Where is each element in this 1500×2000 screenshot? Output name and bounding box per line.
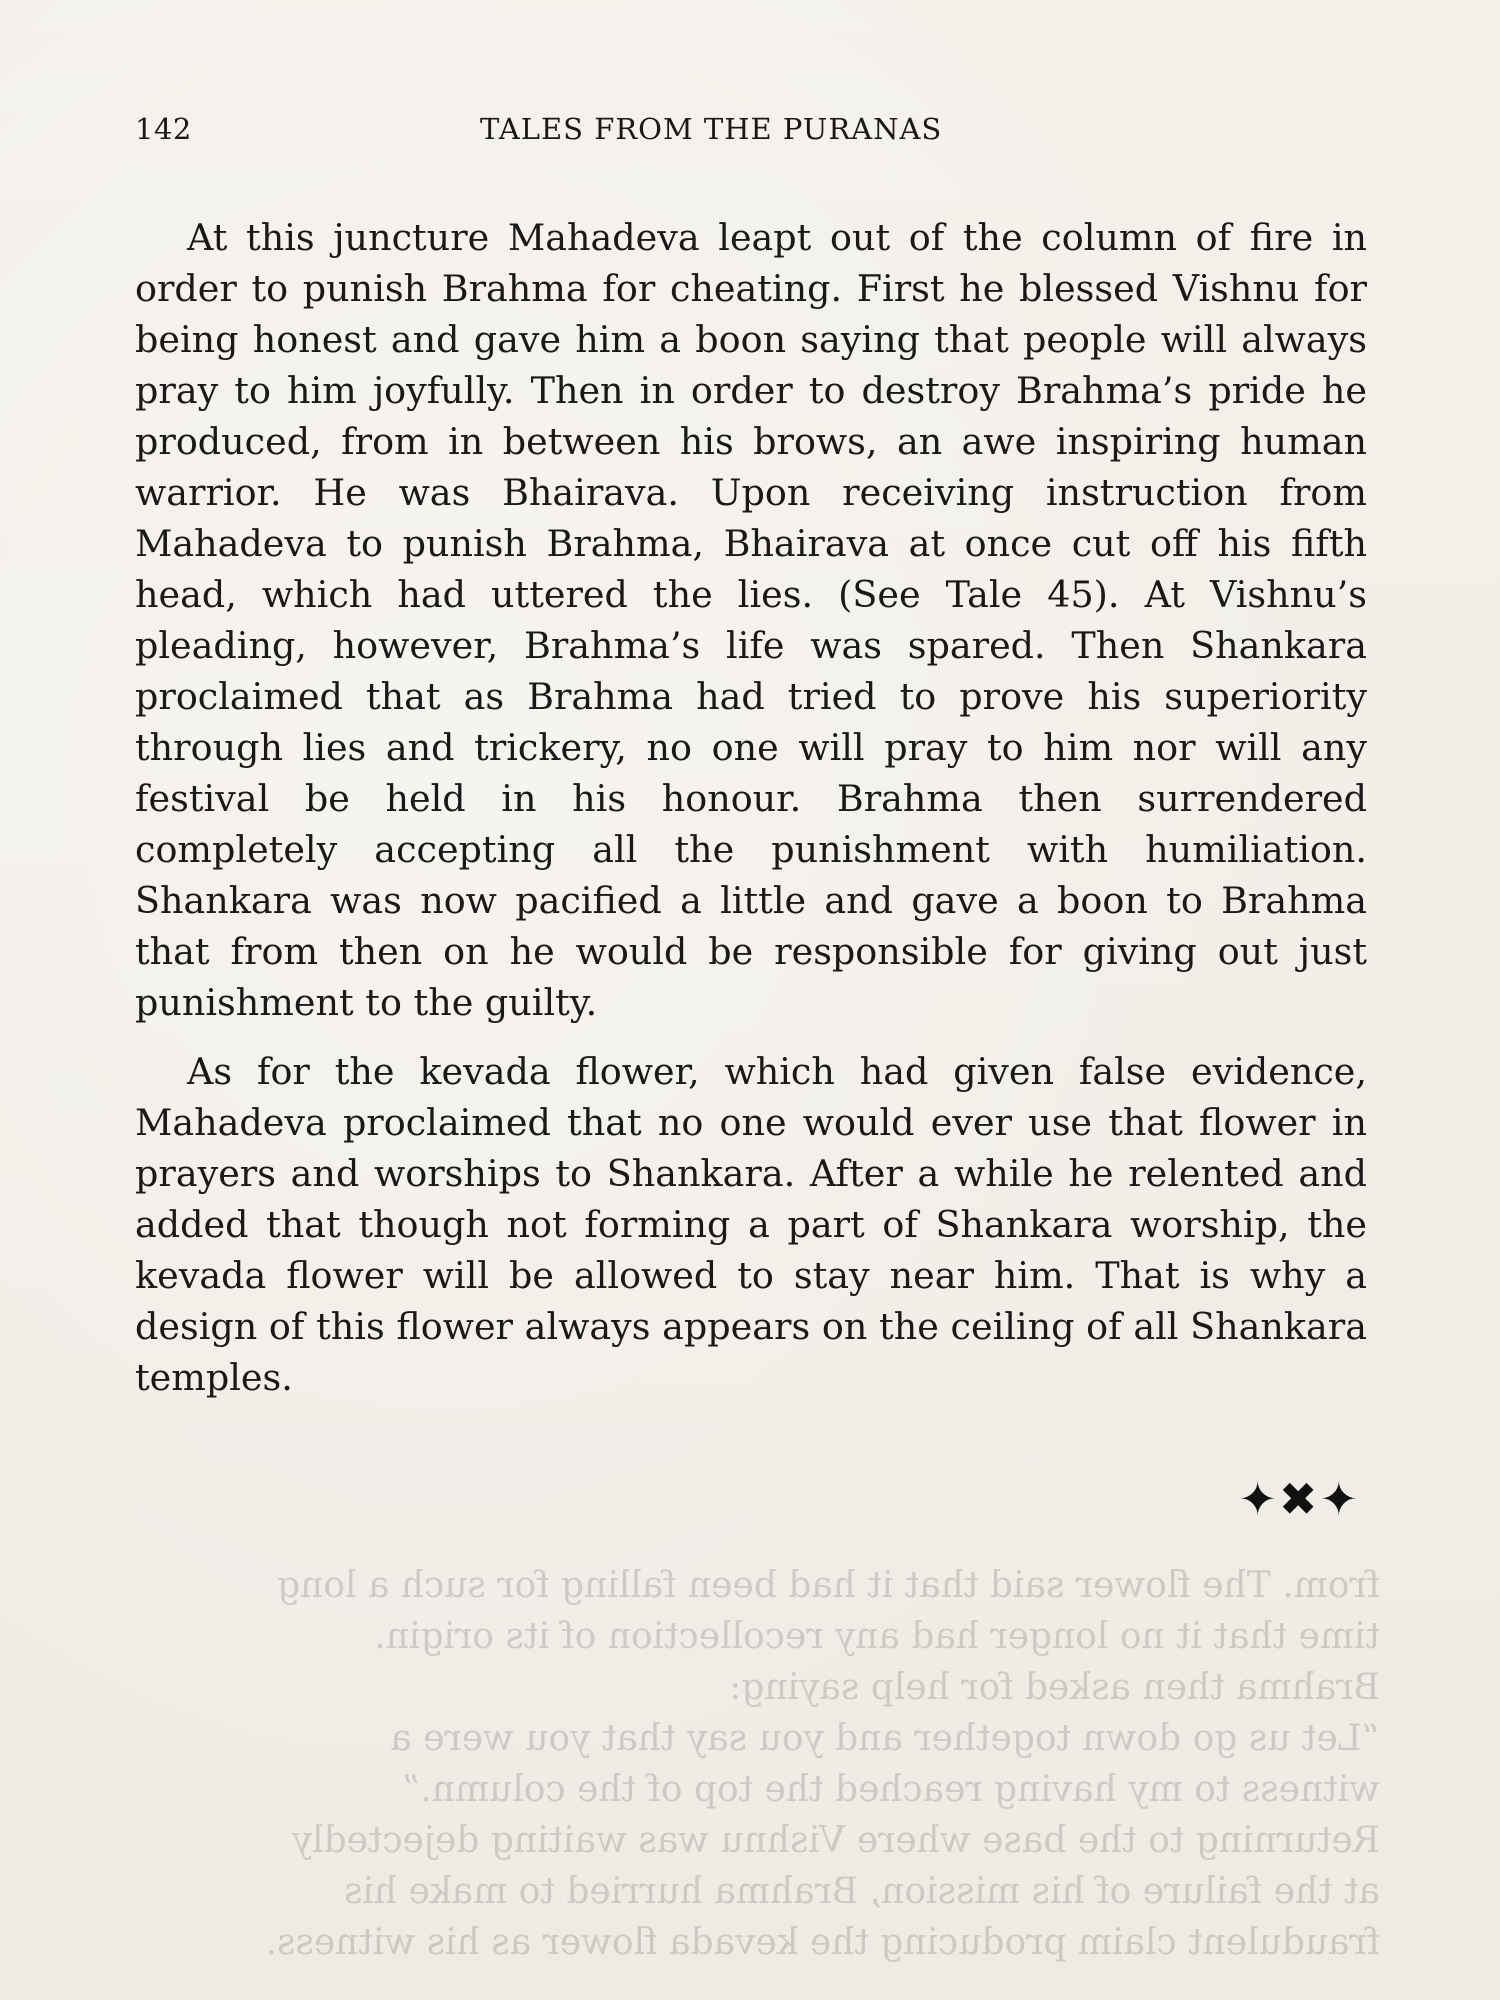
page-header [135, 112, 1365, 152]
show-through-line: fraudulent claim producing the kevada flower as his witness. [265, 1922, 1380, 1963]
body-text [135, 212, 1367, 1403]
show-through-text [120, 1560, 1380, 1963]
page-number: 142 [135, 112, 192, 146]
show-through-line: “Let us go down together and you say that you were a [390, 1718, 1380, 1759]
show-through-line: time that it no longer had any recollection of its origin. [374, 1616, 1380, 1657]
show-through-line: Returning to the base where Vishnu was waiting dejectedly [291, 1820, 1380, 1861]
show-through-line: Brahma then asked for help saying: [729, 1667, 1380, 1708]
show-through-line: from. The flower said that it had been falling for such a long [277, 1565, 1380, 1606]
section-end-ornament: ✦✖✦ [1238, 1472, 1360, 1526]
running-title: TALES FROM THE PURANAS [480, 112, 943, 146]
show-through-line: witness to my having reached the top of the column.” [401, 1769, 1380, 1810]
show-through-line: at the failure of his mission, Brahma hurried to make his [343, 1871, 1380, 1912]
paragraph: As for the kevada flower, which had given false evidence, Mahadeva proclaimed that no one would ever use that flower in prayers and worships to Shankara. After a while he relented and added that though not forming a part of Shankara worship, the kevada flower will be allowed to stay near him. That is why a design of this flower always appears on the ceiling of all Shankara temples. [135, 1050, 1367, 1399]
paragraph: At this juncture Mahadeva leapt out of the column of fire in order to punish Brahma for cheating. First he blessed Vishnu for being honest and gave him a boon saying that people will always pray to him joyfully. Then in order to destroy Brahma’s pride he produced, from in between his brows, an awe inspiring human warrior. He was Bhairava. Upon receiving instruction from Mahadeva to punish Brahma, Bhairava at once cut off his fifth head, which had uttered the lies. (See Tale 45). At Vishnu’s pleading, however, Brahma’s life was spared. Then Shankara proclaimed that as Brahma had tried to prove his superiority through lies and trickery, no one will pray to him nor will any festival be held in his honour. Brahma then surrendered completely accepting all the punishment with humiliation. Shankara was now pacified a little and gave a boon to Brahma that from then on he would be responsible for giving out just punishment to the guilty. [135, 216, 1367, 1024]
